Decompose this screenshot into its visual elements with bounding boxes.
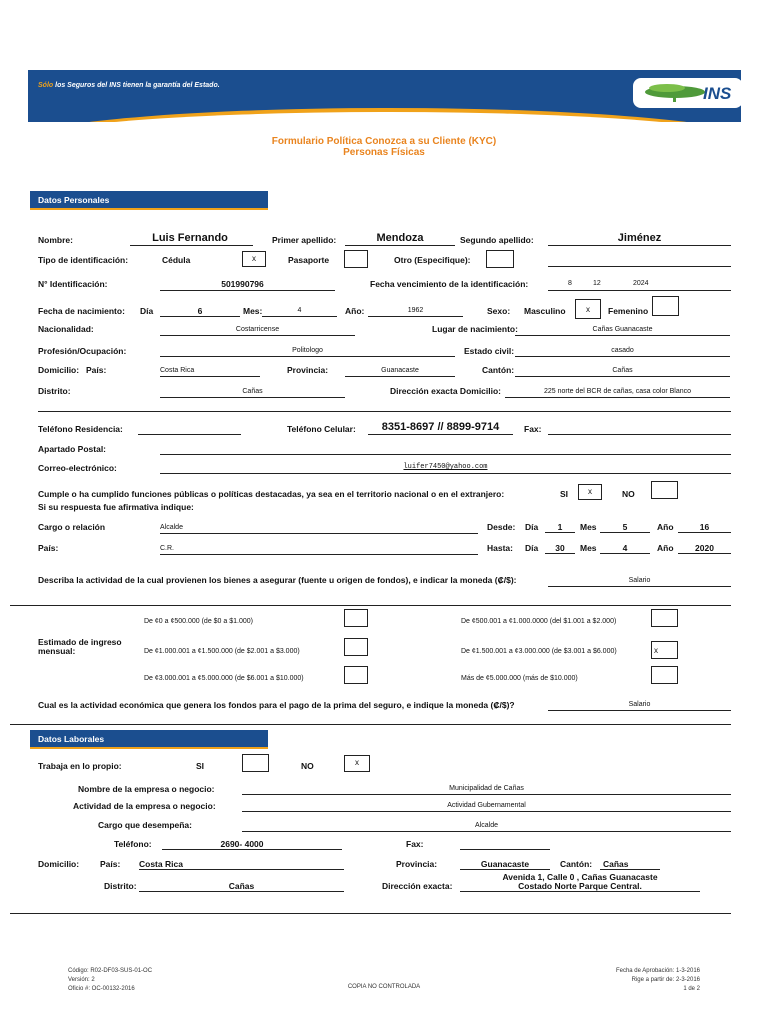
laboral-canton-line (600, 869, 660, 870)
desde-mes-line (600, 532, 650, 533)
section-datos-laborales: Datos Laborales (30, 730, 268, 749)
desde-dia-line (545, 532, 575, 533)
direccion-value[interactable]: 225 norte del BCR de cañas, casa color Blanco (543, 388, 692, 395)
vencimiento-line (548, 290, 731, 291)
laboral-direccion-l2[interactable]: Costado Norte Parque Central. (518, 881, 642, 891)
tel-celular-label: Teléfono Celular: (287, 424, 356, 434)
cedula-checkbox[interactable]: x (242, 251, 266, 267)
laboral-pais-line (139, 869, 344, 870)
ins-logo (633, 78, 741, 108)
hasta-anio-value[interactable]: 2020 (695, 543, 714, 553)
vencimiento-mes[interactable]: 12 (593, 280, 601, 287)
primer-apellido-label: Primer apellido: (272, 235, 337, 245)
correo-label: Correo-electrónico: (38, 463, 117, 473)
profesion-line (160, 356, 455, 357)
otro-label: Otro (Especifique): (394, 255, 471, 265)
propio-si-checkbox[interactable] (242, 754, 269, 772)
pais-label: País: (86, 365, 107, 375)
distrito-line (160, 397, 345, 398)
rango-5-checkbox[interactable] (344, 666, 368, 684)
prima-separator (10, 724, 731, 725)
rango-1-checkbox[interactable] (344, 609, 368, 627)
actividad-label: Actividad de la empresa o negocio: (73, 801, 216, 811)
lugar-nacimiento-line (515, 335, 730, 336)
nacionalidad-label: Nacionalidad: (38, 324, 94, 334)
rango-6-label: Más de ¢5.000.000 (más de $10.000) (461, 675, 578, 682)
provincia-value[interactable]: Guanacaste (381, 367, 419, 374)
tel-celular-line (368, 434, 513, 435)
footer-copia: COPIA NO CONTROLADA (347, 984, 421, 990)
nacionalidad-line (160, 335, 355, 336)
desde-mes-value[interactable]: 5 (622, 522, 628, 532)
tel-celular-value[interactable]: 8351-8697 // 8899-9714 (381, 421, 500, 433)
pais-value[interactable]: Costa Rica (160, 367, 195, 374)
apartado-line[interactable] (160, 454, 731, 455)
domicilio-label: Domicilio: (38, 365, 80, 375)
correo-value[interactable]: luifer7450@yahoo.com (403, 463, 488, 471)
tel-residencia-line[interactable] (138, 434, 241, 435)
pep-pais-label: País: (38, 543, 59, 553)
femenino-label: Femenino (608, 306, 649, 316)
hasta-anio-line (678, 553, 731, 554)
nac-anio-value[interactable]: 1962 (407, 307, 424, 314)
pasaporte-checkbox[interactable] (344, 250, 368, 268)
nac-anio-line (368, 316, 463, 317)
distrito-value[interactable]: Cañas (242, 388, 263, 395)
num-id-value[interactable]: 501990796 (221, 279, 264, 289)
propio-no-checkbox[interactable]: x (344, 755, 370, 772)
pep-pais-value[interactable]: C.R. (160, 545, 174, 552)
vencimiento-label: Fecha vencimiento de la identificación: (370, 279, 529, 289)
laboral-tel-line (162, 849, 342, 850)
laboral-distrito-value[interactable]: Cañas (228, 881, 255, 891)
laboral-pais-label: País: (100, 859, 121, 869)
rango-5-label: De ¢3.000.001 a ¢5.000.000 (de $6.001 a $10.000) (144, 675, 304, 682)
num-id-label: N° Identificación: (38, 279, 108, 289)
num-id-line (160, 290, 335, 291)
canton-line (515, 376, 730, 377)
laboral-canton-value[interactable]: Cañas (603, 859, 629, 869)
prima-answer[interactable]: Salario (628, 701, 651, 708)
rango-3-checkbox[interactable] (344, 638, 368, 656)
actividad-line (242, 811, 731, 812)
desde-label: Desde: (487, 522, 516, 532)
pep-cargo-line (160, 533, 478, 534)
laboral-distrito-line (139, 891, 344, 892)
profesion-value[interactable]: Politologo (292, 347, 323, 354)
form-subtitle: Personas Físicas (343, 147, 425, 158)
prima-answer-line (548, 710, 731, 711)
pep-sub: Si su respuesta fue afirmativa indique: (38, 502, 194, 512)
laboral-pais-value[interactable]: Costa Rica (139, 859, 183, 869)
hasta-anio-label: Año (657, 543, 674, 553)
direccion-label: Dirección exacta Domicilio: (390, 386, 502, 396)
form-title: Formulario Política Conozca a su Cliente (KYC) (271, 136, 497, 147)
laboral-fax-line[interactable] (460, 849, 550, 850)
provincia-line (345, 376, 455, 377)
banner-swoosh (28, 108, 741, 122)
hasta-dia-value[interactable]: 30 (555, 543, 565, 553)
rango-3-label: De ¢1.000.001 a ¢1.500.000 (de $2.001 a $3.000) (144, 648, 300, 655)
estimado-label-2: mensual: (38, 646, 76, 656)
prima-question: Cual es la actividad económica que genera los fondos para el pago de la prima del seguro, e indique la moneda (₡/$)? (38, 700, 515, 710)
hasta-dia-line (545, 553, 575, 554)
pep-cargo-label: Cargo o relación (38, 522, 106, 532)
fondos-question: Describa la actividad de la cual provienen los bienes a asegurar (fuente u origen de fondos), e indicar la moneda (₡/$): (38, 575, 517, 585)
laboral-separator (10, 913, 731, 914)
desde-anio-label: Año (657, 522, 674, 532)
desde-dia-label: Día (525, 522, 539, 532)
masculino-label: Masculino (524, 306, 566, 316)
nac-mes-line (262, 316, 337, 317)
primer-apellido-value[interactable]: Mendoza (376, 232, 424, 244)
nac-dia-value[interactable]: 6 (197, 306, 203, 316)
logo-text: INS (703, 84, 732, 103)
nombre-line (130, 245, 253, 246)
pasaporte-label: Pasaporte (288, 255, 330, 265)
laboral-provincia-line (460, 869, 550, 870)
empresa-line (242, 794, 731, 795)
laboral-domicilio-label: Domicilio: (38, 859, 80, 869)
sexo-label: Sexo: (487, 306, 511, 316)
otro-checkbox[interactable] (486, 250, 514, 268)
hasta-mes-line (600, 553, 650, 554)
canton-label: Cantón: (482, 365, 515, 375)
pep-si-checkbox[interactable]: x (578, 484, 602, 500)
laboral-tel-label: Teléfono: (114, 839, 152, 849)
hasta-dia-label: Día (525, 543, 539, 553)
masculino-checkbox[interactable]: x (575, 299, 601, 319)
desde-anio-line (678, 532, 731, 533)
apartado-label: Apartado Postal: (38, 444, 107, 454)
lugar-nacimiento-value[interactable]: Cañas Guanacaste (592, 326, 653, 333)
tree-icon (637, 78, 707, 108)
header-banner (28, 70, 741, 122)
laboral-canton-label: Cantón: (560, 859, 593, 869)
canton-value[interactable]: Cañas (612, 367, 633, 374)
laboral-provincia-value[interactable]: Guanacaste (480, 859, 530, 869)
hasta-mes-value[interactable]: 4 (622, 543, 628, 553)
tel-residencia-label: Teléfono Residencia: (38, 424, 123, 434)
vencimiento-dia[interactable]: 8 (568, 280, 572, 287)
lugar-nacimiento-label: Lugar de nacimiento: (432, 324, 518, 334)
propio-no-label: NO (301, 761, 314, 771)
fax-label: Fax: (524, 424, 542, 434)
footer-oficio: Oficio #: OC-00132-2016 (68, 986, 135, 992)
pep-no-checkbox[interactable] (651, 481, 678, 499)
pep-cargo-value[interactable]: Alcalde (160, 524, 183, 531)
estado-civil-line (515, 356, 730, 357)
rango-1-label: De ¢0 a ¢500.000 (de $0 a $1.000) (144, 618, 253, 625)
rango-4-label: De ¢1.500.001 a ¢3.000.000 (de $3.001 a $6.000) (461, 648, 617, 655)
nacionalidad-value[interactable]: Costarricense (235, 326, 280, 333)
footer-rige: Rige a partir de: 2-3-2016 (631, 977, 700, 983)
hasta-label: Hasta: (487, 543, 513, 553)
nacimiento-label: Fecha de nacimiento: (38, 306, 125, 316)
pep-si-label: SI (560, 489, 569, 499)
estimado-label: Estimado de ingreso (38, 637, 122, 647)
rango-2-checkbox[interactable] (651, 609, 678, 627)
profesion-label: Profesión/Ocupación: (38, 346, 127, 356)
footer-version: Versión: 2 (68, 977, 95, 983)
laboral-tel-value[interactable]: 2690- 4000 (220, 839, 264, 849)
empresa-label: Nombre de la empresa o negocio: (78, 784, 215, 794)
laboral-direccion-line (460, 891, 700, 892)
pep-no-label: NO (622, 489, 635, 499)
provincia-label: Provincia: (287, 365, 329, 375)
femenino-checkbox[interactable] (652, 296, 679, 316)
fondos-answer-line (548, 586, 731, 587)
otro-line (548, 266, 731, 267)
laboral-provincia-label: Provincia: (396, 859, 438, 869)
rango-4-checkbox[interactable]: x (651, 641, 678, 659)
desde-anio-value[interactable]: 16 (699, 522, 710, 532)
estado-civil-value[interactable]: casado (611, 347, 634, 354)
cargo-line (242, 831, 731, 832)
slogan: Sólo los Seguros del INS tienen la garantía del Estado. (38, 82, 220, 89)
segundo-apellido-line (548, 245, 731, 246)
vencimiento-anio[interactable]: 2024 (633, 280, 649, 287)
actividad-value[interactable]: Actividad Gubernamental (447, 802, 526, 809)
fondos-answer[interactable]: Salario (628, 577, 651, 584)
segundo-apellido-label: Segundo apellido: (460, 235, 534, 245)
tipo-id-label: Tipo de identificación: (38, 255, 129, 265)
laboral-distrito-label: Distrito: (104, 881, 137, 891)
separator (38, 411, 731, 412)
fax-line[interactable] (548, 434, 731, 435)
footer-pagina: 1 de 2 (683, 986, 700, 992)
pep-pais-line (160, 554, 478, 555)
nombre-label: Nombre: (38, 235, 73, 245)
propio-label: Trabaja en lo propio: (38, 761, 122, 771)
footer-codigo: Código: R02-DF03-SUS-01-OC (68, 968, 153, 974)
nac-dia-line (160, 316, 240, 317)
rango-2-label: De ¢500.001 a ¢1.000.0000 (del $1.001 a $2.000) (461, 618, 617, 625)
empresa-value[interactable]: Municipalidad de Cañas (449, 785, 524, 792)
cargo-value[interactable]: Alcalde (475, 822, 498, 829)
laboral-direccion-label: Dirección exacta: (382, 881, 453, 891)
segundo-apellido-value[interactable]: Jiménez (617, 232, 662, 244)
propio-si-label: SI (196, 761, 205, 771)
nac-dia-label: Día (140, 306, 154, 316)
nombre-value[interactable]: Luis Fernando (152, 232, 228, 244)
correo-line (160, 473, 731, 474)
fondos-separator (10, 605, 731, 606)
direccion-line (505, 397, 730, 398)
pep-question: Cumple o ha cumplido funciones públicas o políticas destacadas, ya sea en el territorio nacional o en el extranjero: (38, 489, 505, 499)
cargo-label: Cargo que desempeña: (98, 820, 192, 830)
cedula-label: Cédula (162, 255, 191, 265)
pais-line (160, 376, 260, 377)
footer-aprobacion: Fecha de Aprobación: 1-3-2016 (615, 968, 700, 974)
nac-mes-value[interactable]: 4 (297, 307, 302, 314)
laboral-fax-label: Fax: (406, 839, 424, 849)
section-datos-personales: Datos Personales (30, 191, 268, 210)
estado-civil-label: Estado civil: (464, 346, 515, 356)
desde-mes-label: Mes (580, 522, 597, 532)
nac-anio-label: Año: (345, 306, 365, 316)
nac-mes-label: Mes: (243, 306, 263, 316)
primer-apellido-line (345, 245, 455, 246)
hasta-mes-label: Mes (580, 543, 597, 553)
desde-dia-value[interactable]: 1 (557, 522, 563, 532)
rango-6-checkbox[interactable] (651, 666, 678, 684)
distrito-label: Distrito: (38, 386, 71, 396)
laboral-direccion-l1[interactable]: Avenida 1, Calle 0 , Cañas Guanacaste (502, 872, 658, 882)
